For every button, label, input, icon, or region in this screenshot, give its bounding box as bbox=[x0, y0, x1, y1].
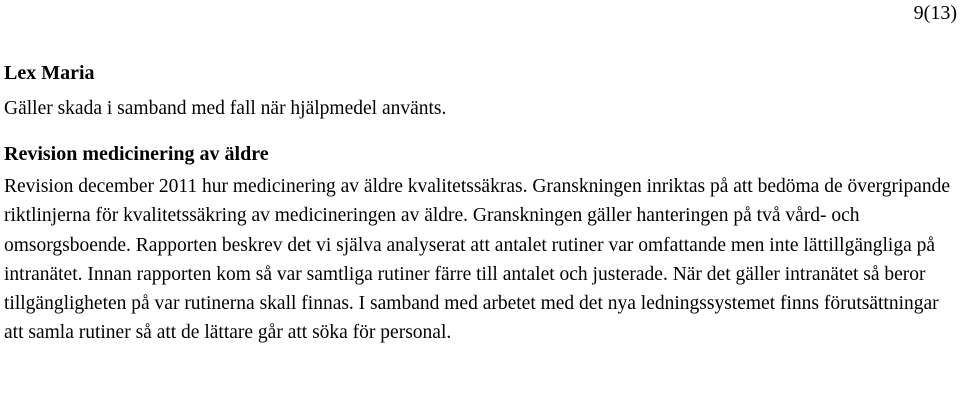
section-heading: Lex Maria bbox=[4, 62, 95, 84]
section-lex-maria bbox=[4, 60, 954, 123]
document-content bbox=[4, 60, 954, 347]
section-heading: Revision medicinering av äldre bbox=[4, 143, 269, 166]
section-paragraph: Revision december 2011 hur medicinering av äldre kvalitetssäkras. Granskningen inriktas på att bedöma de övergripande riktlinjerna för kvalitetssäkring av medicineringen av äldre. Granskningen gäller hanteringen på två vård- och omsorgsboende. Rapporten beskrev det vi själva analyserat att antalet rutiner var omfattande men inte lättillgängliga på intranätet. Innan rapporten kom så var samtliga rutiner färre till antalet och justerade. När det gäller intranätet så beror tillgängligheten på var rutinerna skall finnas. I samband med arbetet med det nya ledningssystemet finns förutsättningar att samla rutiner så att de lättare går att söka för personal. bbox=[4, 176, 950, 344]
section-revision-medicinering bbox=[4, 141, 954, 347]
section-paragraph: Gäller skada i samband med fall när hjälpmedel använts. bbox=[4, 98, 447, 119]
page-number: 9(13) bbox=[913, 2, 957, 24]
